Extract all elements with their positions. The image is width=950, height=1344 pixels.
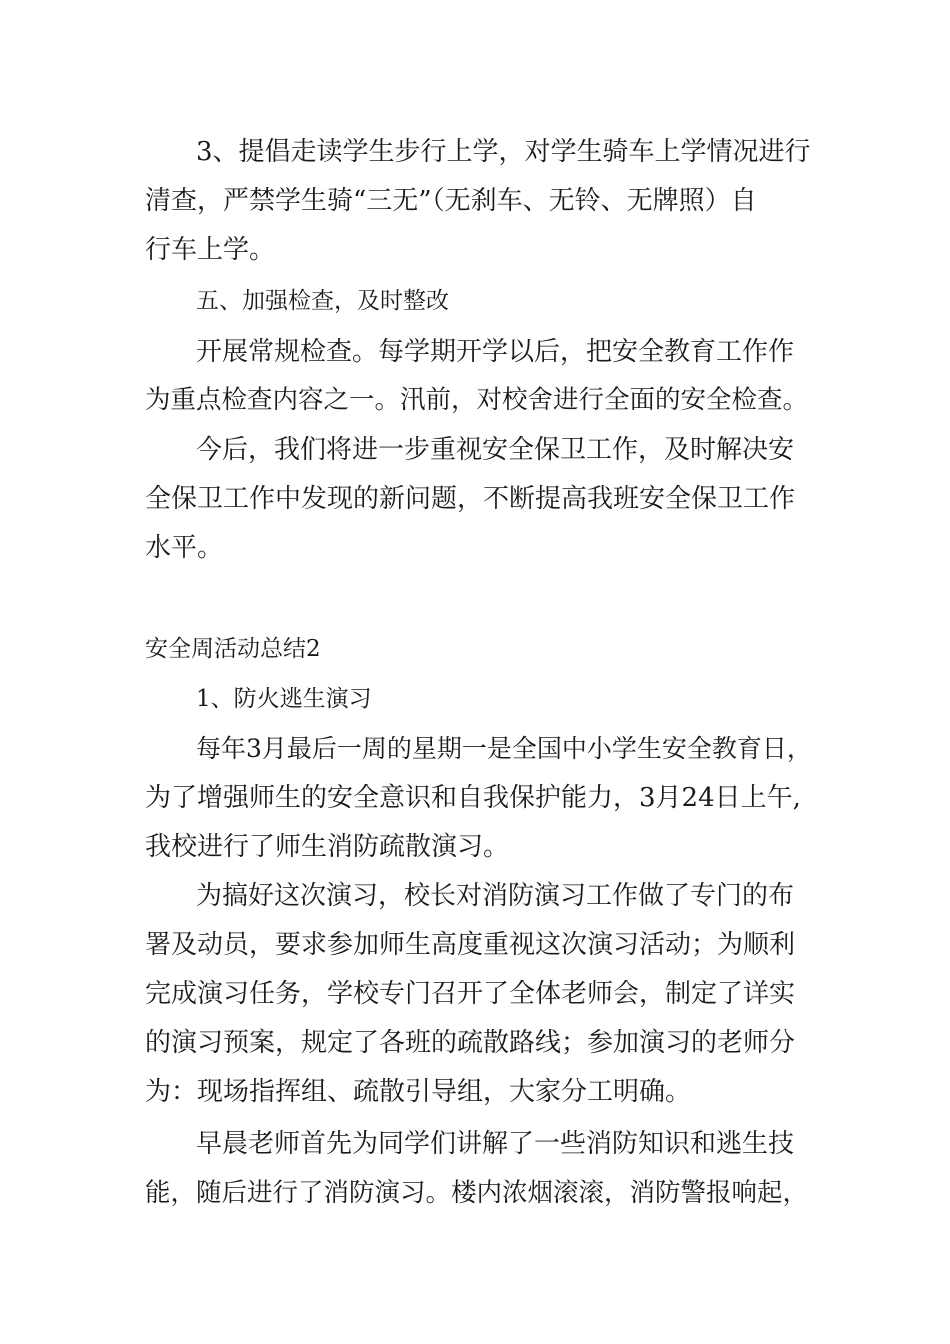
paragraph-line: 每年3月最后一周的星期一是全国中小学生安全教育日，: [196, 734, 812, 763]
paragraph-line: 3、提倡走读学生步行上学，对学生骑车上学情况进行: [196, 137, 811, 167]
paragraph-line: 署及动员，要求参加师生高度重视这次演习活动；为顺利: [145, 930, 796, 960]
paragraph-line: 开展常规检查。每学期开学以后，把安全教育工作作: [196, 337, 795, 367]
paragraph-line: 能，随后进行了消防演习。楼内浓烟滚滚，消防警报响起，: [145, 1178, 809, 1208]
paragraph-line: 全保卫工作中发现的新问题，不断提高我班安全保卫工作: [145, 484, 796, 514]
paragraph-line: 为搞好这次演习，校长对消防演习工作做了专门的布: [196, 881, 795, 911]
paragraph-line: 今后，我们将进一步重视安全保卫工作，及时解决安: [196, 435, 795, 465]
paragraph-line: 的演习预案，规定了各班的疏散路线；参加演习的老师分: [145, 1028, 796, 1058]
paragraph-line: 完成演习任务，学校专门召开了全体老师会，制定了详实: [145, 979, 796, 1009]
section-heading: 五、加强检查，及时整改: [196, 288, 449, 314]
paragraph-line: 行车上学。: [145, 235, 276, 265]
subheading: 1、防火逃生演习: [196, 686, 372, 712]
paragraph-line: 水平。: [145, 533, 224, 563]
paragraph-line: 我校进行了师生消防疏散演习。: [145, 832, 510, 862]
paragraph-line: 清查，严禁学生骑“三无”（无刹车、无铃、无牌照）自: [145, 186, 757, 216]
paragraph-line: 为了增强师生的安全意识和自我保护能力，3月24日上午,: [145, 783, 801, 813]
section-title: 安全周活动总结2: [145, 636, 321, 662]
paragraph-line: 为：现场指挥组、疏散引导组，大家分工明确。: [145, 1077, 692, 1107]
paragraph-line: 早晨老师首先为同学们讲解了一些消防知识和逃生技: [196, 1129, 795, 1159]
paragraph-line: 为重点检查内容之一。汛前，对校舍进行全面的安全检查。: [145, 385, 809, 415]
